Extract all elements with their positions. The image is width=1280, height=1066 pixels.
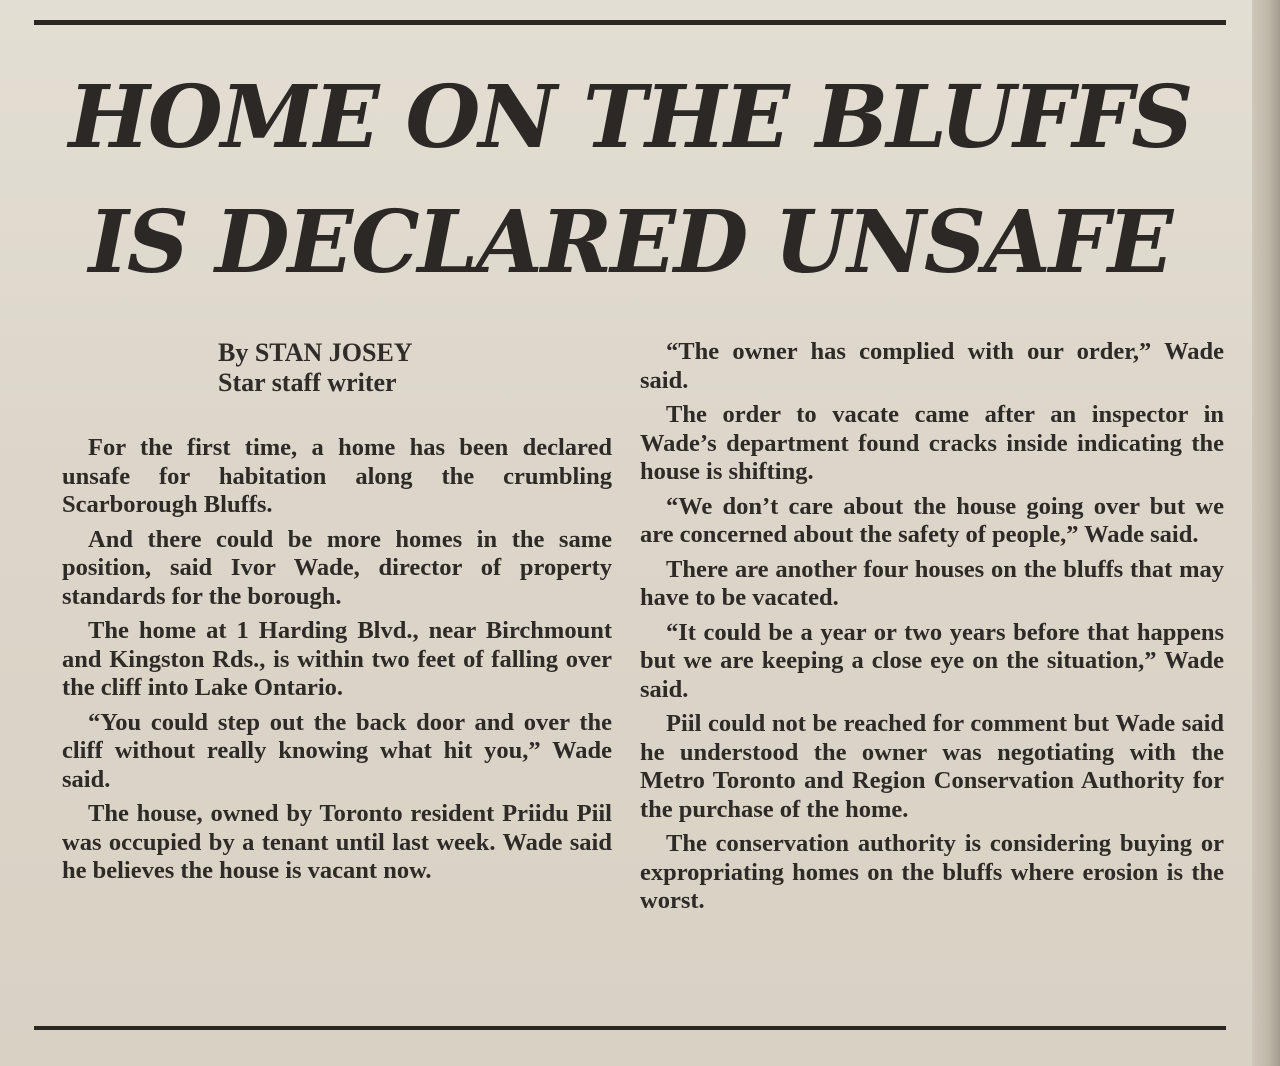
article-column-right — [640, 338, 1224, 922]
headline-line-2: IS DECLARED UNSAFE — [88, 192, 1172, 293]
paragraph: “The owner has complied with our order,” Wade said. — [640, 338, 1224, 394]
paragraph: And there could be more homes in the same position, said Ivor Wade, director of property standards for the borough. — [62, 525, 612, 610]
byline-author: By STAN JOSEY — [218, 338, 413, 367]
paragraph: “It could be a year or two years before that happens but we are keeping a close eye on the situation,” Wade said. — [640, 618, 1224, 703]
headline-line-1: HOME ON THE BLUFFS — [68, 67, 1192, 168]
paragraph: “You could step out the back door and over the cliff without really knowing what hit you,” Wade said. — [62, 708, 612, 793]
paragraph: For the first time, a home has been declared unsafe for habitation along the crumbling Scarborough Bluffs. — [62, 434, 612, 518]
paragraph: The home at 1 Harding Blvd., near Birchmount and Kingston Rds., is within two feet of falling over the cliff into Lake Ontario. — [62, 617, 612, 701]
paragraph: The conservation authority is considering buying or expropriating homes on the bluffs where erosion is the worst. — [640, 830, 1224, 914]
article-column-left — [62, 434, 612, 892]
top-rule — [34, 20, 1226, 25]
paragraph: The order to vacate came after an inspector in Wade’s department found cracks inside indicating the house is shifting. — [640, 401, 1224, 485]
paragraph: There are another four houses on the bluffs that may have to be vacated. — [640, 555, 1224, 611]
paragraph: The house, owned by Toronto resident Priidu Piil was occupied by a tenant until last week. Wade said he believes the house is vacant now. — [62, 800, 612, 884]
paragraph: Piil could not be reached for comment but Wade said he understood the owner was negotiating with the Metro Toronto and Region Conservation Authority for the purchase of the home. — [640, 710, 1224, 823]
bottom-rule — [34, 1026, 1226, 1030]
paragraph: “We don’t care about the house going over but we are concerned about the safety of people,” Wade said. — [640, 492, 1224, 548]
adjacent-page-edge — [1252, 0, 1280, 1066]
byline-role: Star staff writer — [218, 368, 397, 397]
